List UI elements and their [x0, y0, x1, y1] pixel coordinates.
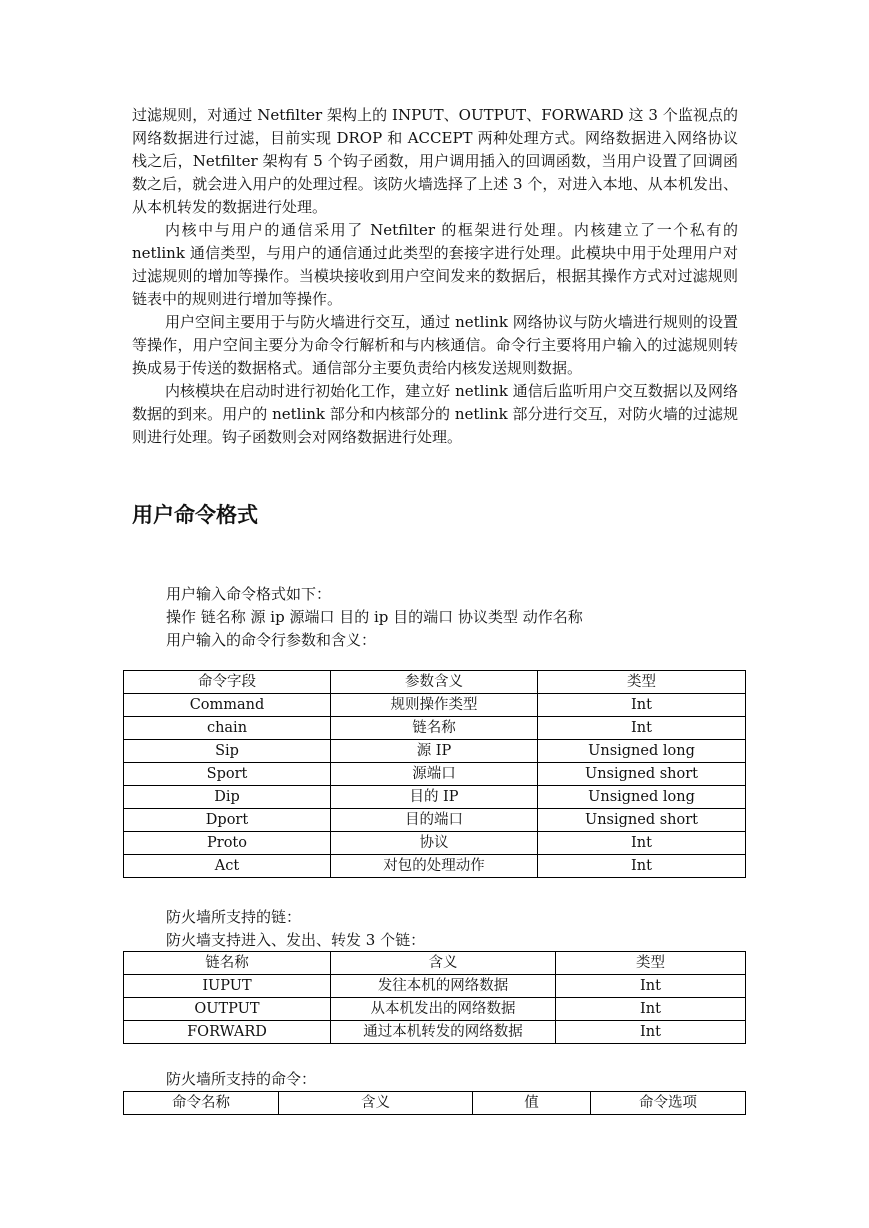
table-cell: Int [556, 975, 746, 998]
table-cell: Int [556, 998, 746, 1021]
paragraph-4: 内核模块在启动时进行初始化工作，建立好 netlink 通信后监听用户交互数据以及网络数据的到来。用户的 netlink 部分和内核部分的 netlink 部分进行交互，对防火墙的过滤规则进行处理。钩子函数则会对网络数据进行处理。 [132, 382, 738, 446]
table-cell: 协议 [331, 832, 538, 855]
table-cell: FORWARD [124, 1021, 331, 1044]
table-cell: 从本机发出的网络数据 [331, 998, 556, 1021]
table-row [124, 717, 746, 740]
table-cell: 规则操作类型 [331, 694, 538, 717]
table-cell: Unsigned long [538, 740, 746, 763]
table-cell: 目的 IP [331, 786, 538, 809]
params-table [123, 670, 746, 878]
table-row [124, 740, 746, 763]
table-cell: Unsigned short [538, 763, 746, 786]
table-row [124, 975, 746, 998]
command-format: 操作 链名称 源 ip 源端口 目的 ip 目的端口 协议类型 动作名称 [166, 608, 583, 626]
table-cell: IUPUT [124, 975, 331, 998]
paragraph-3: 用户空间主要用于与防火墙进行交互，通过 netlink 网络协议与防火墙进行规则的设置等操作，用户空间主要分为命令行解析和与内核通信。命令行主要将用户输入的过滤规则转换成易于传送的数据格式。通信部分主要负责给内核发送规则数据。 [132, 313, 738, 377]
table-cell: Command [124, 694, 331, 717]
table-row [124, 763, 746, 786]
table-cell: Dport [124, 809, 331, 832]
paragraph-2: 内核中与用户的通信采用了 Netfilter 的框架进行处理。内核建立了一个私有的 netlink 通信类型，与用户的通信通过此类型的套接字进行处理。此模块中用于处理用户对过滤规则的增加等操作。当模块接收到用户空间发来的数据后，根据其操作方式对过滤规则链表中的规则进行增加等操作。 [132, 221, 738, 308]
commands-intro: 防火墙所支持的命令： [166, 1070, 317, 1088]
table-cell: Act [124, 855, 331, 878]
table-cell: 对包的处理动作 [331, 855, 538, 878]
table-row [124, 694, 746, 717]
table-cell: Sport [124, 763, 331, 786]
header-cell: 类型 [538, 671, 746, 694]
paragraph-1: 过滤规则，对通过 Netfilter 架构上的 INPUT、OUTPUT、FORWARD 这 3 个监视点的网络数据进行过滤，目前实现 DROP 和 ACCEPT 两种处理方式。网络数据进入网络协议栈之后，Netfilter 架构有 5 个钩子函数，用户调用插入的回调函数，当用户设置了回调函数之后，就会进入用户的处理过程。该防火墙选择了上述 3 个，对进入本地、从本机发出、从本机转发的数据进行处理。 [132, 106, 738, 216]
header-cell: 含义 [279, 1092, 473, 1115]
table-header-row [124, 1092, 746, 1115]
table-cell: Int [538, 694, 746, 717]
table-cell: 源端口 [331, 763, 538, 786]
table-header-row [124, 671, 746, 694]
header-cell: 含义 [331, 952, 556, 975]
table-cell: Int [556, 1021, 746, 1044]
chains-intro: 防火墙所支持的链： [166, 908, 302, 926]
table-cell: Proto [124, 832, 331, 855]
table-cell: Unsigned long [538, 786, 746, 809]
chains-subtitle: 防火墙支持进入、发出、转发 3 个链： [166, 931, 426, 949]
header-cell: 命令选项 [591, 1092, 746, 1115]
table-cell: OUTPUT [124, 998, 331, 1021]
table-cell: Int [538, 832, 746, 855]
header-cell: 值 [473, 1092, 591, 1115]
command-format-intro: 用户输入命令格式如下： [166, 585, 332, 603]
section-heading: 用户命令格式 [132, 503, 258, 527]
table-row [124, 809, 746, 832]
table-cell: 发往本机的网络数据 [331, 975, 556, 998]
table-row [124, 855, 746, 878]
commands-table [123, 1091, 746, 1115]
table-cell: Unsigned short [538, 809, 746, 832]
table-cell: Dip [124, 786, 331, 809]
chains-table [123, 951, 746, 1044]
table-header-row [124, 952, 746, 975]
table-row [124, 1021, 746, 1044]
table-cell: 通过本机转发的网络数据 [331, 1021, 556, 1044]
table-row [124, 998, 746, 1021]
table-cell: chain [124, 717, 331, 740]
params-intro: 用户输入的命令行参数和含义： [166, 631, 377, 649]
body-text [132, 104, 738, 449]
table-cell: 链名称 [331, 717, 538, 740]
header-cell: 命令名称 [124, 1092, 279, 1115]
table-cell: 目的端口 [331, 809, 538, 832]
table-cell: 源 IP [331, 740, 538, 763]
table-row [124, 832, 746, 855]
table-cell: Int [538, 855, 746, 878]
header-cell: 命令字段 [124, 671, 331, 694]
table-cell: Int [538, 717, 746, 740]
table-cell: Sip [124, 740, 331, 763]
header-cell: 链名称 [124, 952, 331, 975]
header-cell: 参数含义 [331, 671, 538, 694]
header-cell: 类型 [556, 952, 746, 975]
table-row [124, 786, 746, 809]
